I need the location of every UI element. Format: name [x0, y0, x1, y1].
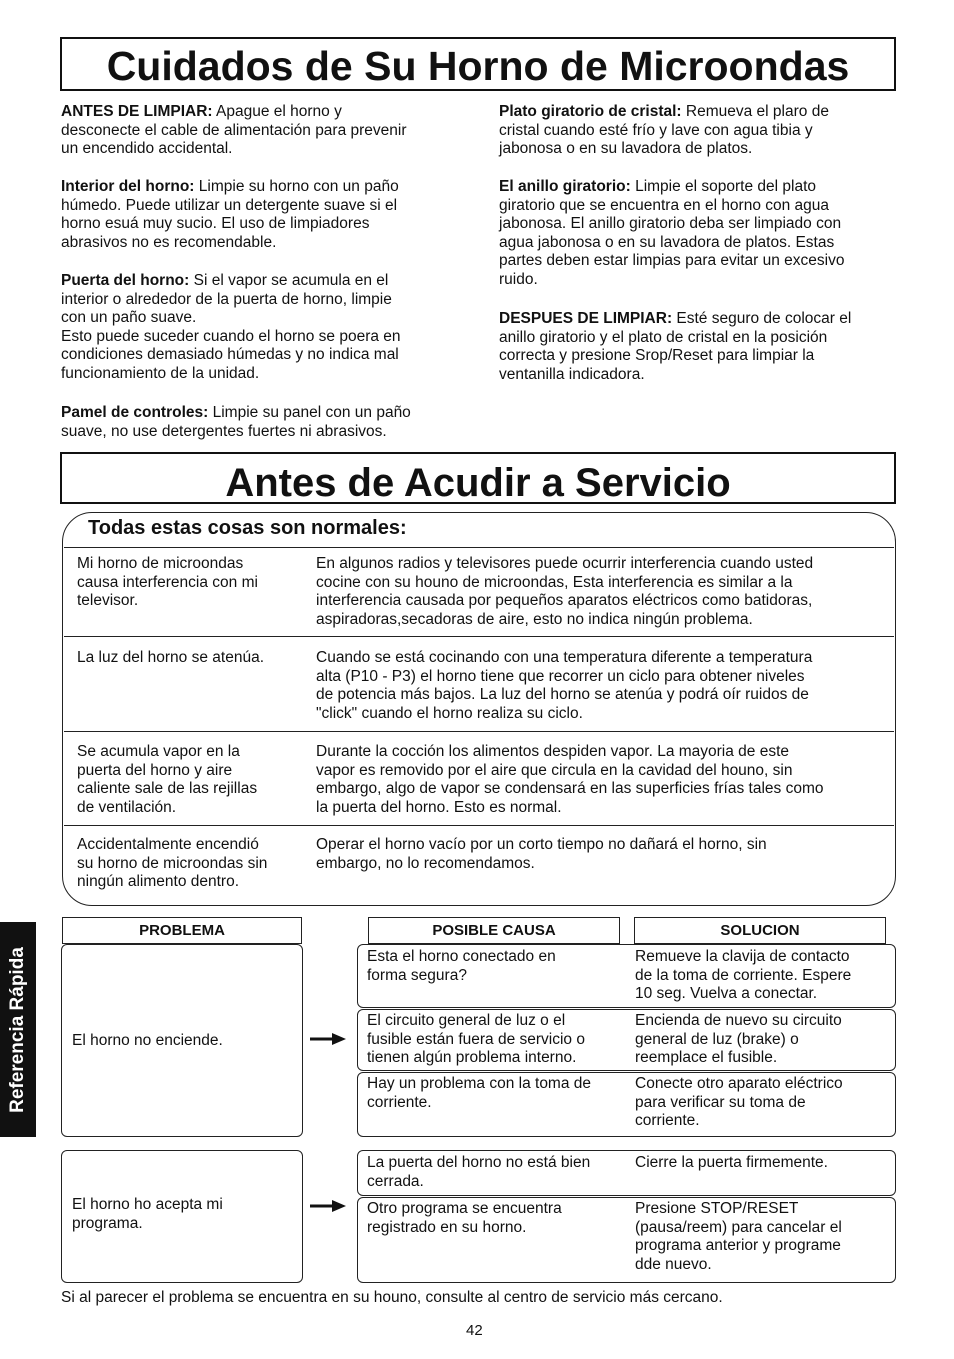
line: interior o alrededor de la puerta de horno, limpie [61, 290, 392, 308]
solution-1-1 [635, 948, 891, 1004]
label-interior-horno: Interior del horno: [61, 178, 195, 195]
line: Esté seguro de colocar el [672, 310, 852, 327]
side-tab[interactable] [0, 922, 36, 1137]
line: registrado en su horno. [367, 1218, 527, 1236]
line: cocine con su houno de microondas, Esta interferencia es similar a la [316, 573, 793, 591]
normal-expl-3 [316, 743, 886, 817]
line: Operar el horno vacío por un corto tiempo no dañará el horno, sin [316, 836, 767, 853]
line: partes deben estar limpias para evitar un excesivo [499, 252, 845, 270]
line: funcionamiento de la unidad. [61, 364, 260, 382]
line: dde nuevo. [635, 1255, 712, 1273]
normals-heading: Todas estas cosas son normales: [88, 517, 407, 539]
line: la puerta del horno. Esto es normal. [316, 798, 562, 816]
line: Limpie su panel con un paño [208, 404, 411, 421]
para-plato-giratorio [499, 103, 899, 159]
line: Accidentalmente encendió [77, 836, 259, 853]
para-puerta-horno [61, 272, 461, 384]
line: de potencia más bajos. La luz del horno se atenúa y podrá oír ruidos de [316, 686, 809, 704]
line: Apague el horno y [212, 103, 342, 120]
line: Encienda de nuevo su circuito [635, 1012, 842, 1029]
header-problema: PROBLEMA [62, 917, 302, 944]
line: Hay un problema con la toma de [367, 1075, 592, 1092]
para-anillo-giratorio [499, 178, 899, 290]
line: húmedo. Puede utilizar un detergente suave si el [61, 196, 398, 214]
cause-1-1 [367, 948, 627, 985]
line: caliente sale de las rejillas [77, 780, 258, 798]
line: su horno de microondas sin [77, 854, 268, 872]
line: corriente. [635, 1112, 700, 1130]
line: horno esuá muy sucio. El uso de limpiadores [61, 215, 370, 233]
line: anillo giratorio y el plato de cristal en la posición [499, 328, 828, 346]
problem-2-text [72, 1196, 223, 1233]
line: La puerta del horno no está bien [367, 1154, 591, 1171]
line: cristal cuando esté frío y lave con agua tibia y [499, 121, 813, 139]
servicio-title: Antes de Acudir a Servicio [225, 461, 731, 505]
line: embargo, no lo recomendamos. [316, 854, 535, 872]
line: Cuando se está cocinando con una temperatura diferente a temperatura [316, 649, 813, 666]
normal-expl-4 [316, 836, 886, 873]
normal-cond-1 [77, 555, 302, 611]
normals-heading-rule [64, 547, 894, 548]
line: agua jabonosa o en su lavadora de platos. Estas [499, 233, 835, 251]
line: reemplace el fusible. [635, 1049, 778, 1067]
line: Conecte otro aparato eléctrico [635, 1075, 843, 1092]
line: (pausa/reem) para cancelar el [635, 1218, 842, 1236]
line: para verificar su toma de [635, 1093, 806, 1111]
label-panel-controles: Pamel de controles: [61, 404, 209, 421]
label-plato-giratorio: Plato giratorio de cristal: [499, 103, 682, 120]
line: Remueva el plaro de [681, 103, 829, 120]
solution-2-2 [635, 1200, 891, 1274]
cause-1-3 [367, 1075, 627, 1112]
header-posible-causa: POSIBLE CAUSA [368, 917, 620, 944]
cause-1-2 [367, 1012, 627, 1068]
normal-cond-3 [77, 743, 302, 817]
line: ningún alimento dentro. [77, 873, 240, 891]
label-antes-de-limpiar: ANTES DE LIMPIAR: [61, 103, 213, 120]
solution-1-3 [635, 1075, 891, 1131]
solution-2-1 [635, 1154, 891, 1173]
line: ruido. [499, 270, 538, 288]
line: "click" cuando el horno realiza su ciclo. [316, 704, 583, 722]
line: Se acumula vapor en la [77, 743, 240, 760]
line: Si el vapor se acumula en el [189, 272, 389, 289]
line: Esta el horno conectado en [367, 948, 556, 965]
line: programa. [72, 1214, 143, 1232]
para-antes-de-limpiar [61, 103, 461, 159]
label-anillo-giratorio: El anillo giratorio: [499, 178, 631, 195]
line: abrasivos no es recomendable. [61, 233, 277, 251]
page-number: 42 [466, 1322, 483, 1339]
normal-cond-2 [77, 649, 302, 668]
line: Presione STOP/RESET [635, 1200, 799, 1217]
para-panel-controles [61, 404, 461, 441]
line: fusible están fuera de servicio o [367, 1030, 585, 1048]
cuidados-title: Cuidados de Su Horno de Microondas [106, 43, 850, 89]
line: La luz del horno se atenúa. [77, 649, 264, 666]
line: ventanilla indicadora. [499, 365, 645, 383]
servicio-title-box [60, 452, 896, 504]
line: corriente. [367, 1093, 432, 1111]
line: aspiradoras,secadoras de aire, esto no indica ningún problema. [316, 610, 753, 628]
line: En algunos radios y televisores puede ocurrir interferencia cuando usted [316, 555, 814, 572]
line: cerrada. [367, 1172, 424, 1190]
line: Cierre la puerta firmemente. [635, 1154, 828, 1171]
label-despues-limpiar: DESPUES DE LIMPIAR: [499, 310, 673, 327]
normal-cond-4 [77, 836, 302, 892]
line: general de luz (brake) o [635, 1030, 799, 1048]
line: un encendido accidental. [61, 140, 233, 158]
line: Esto puede suceder cuando el horno se poera en [61, 327, 401, 345]
line: correcta y presione Srop/Reset para limpiar la [499, 347, 815, 365]
line: Limpie su horno con un paño [194, 178, 399, 195]
problem-1-text: El horno no enciende. [72, 1032, 223, 1049]
line: interferencia causada por pequeños aparatos eléctricos como batidoras, [316, 592, 813, 610]
normals-row-divider [64, 636, 894, 637]
line: puerta del horno y aire [77, 761, 233, 779]
line: televisor. [77, 592, 139, 610]
line: de la toma de corriente. Espere [635, 966, 852, 984]
line: suave, no use detergentes fuertes ni abrasivos. [61, 422, 387, 440]
line: forma segura? [367, 966, 467, 984]
line: Mi horno de microondas [77, 555, 244, 572]
line: condiciones demasiado húmedas y no indica mal [61, 346, 399, 364]
arrow-right-icon [308, 1031, 348, 1047]
line: alta (P10 - P3) el horno tiene que recorrer un ciclo para obtener niveles [316, 667, 805, 685]
cause-2-1 [367, 1154, 627, 1191]
line: con un paño suave. [61, 309, 197, 327]
line: Limpie el soporte del plato [630, 178, 817, 195]
line: vapor es removido por el aire que circula en la cavidad del houno, sin [316, 761, 793, 779]
line: El horno ho acepta mi [72, 1196, 223, 1213]
normals-row-divider [64, 731, 894, 732]
line: de ventilación. [77, 798, 177, 816]
line: desconecte el cable de alimentación para prevenir [61, 121, 407, 139]
normal-expl-1 [316, 555, 886, 629]
footer-note: Si al parecer el problema se encuentra en su houno, consulte al centro de servicio más cercano. [61, 1289, 723, 1306]
header-solucion: SOLUCION [634, 917, 886, 944]
line: 10 seg. Vuelva a conectar. [635, 985, 818, 1003]
line: Remueve la clavija de contacto [635, 948, 850, 965]
line: programa anterior y programe [635, 1237, 841, 1255]
line: jabonosa o en su lavadora de platos. [499, 140, 753, 158]
para-despues-limpiar [499, 310, 899, 384]
para-interior-horno [61, 178, 461, 252]
label-puerta-horno: Puerta del horno: [61, 272, 190, 289]
line: giratorio que se encuentra en el horno con agua [499, 196, 830, 214]
cause-2-2 [367, 1200, 627, 1237]
normal-expl-2 [316, 649, 886, 723]
side-tab-label: Referencia Rápida [7, 946, 28, 1113]
line: El circuito general de luz o el [367, 1012, 566, 1029]
cuidados-title-box [60, 37, 896, 91]
line: jabonosa. El anillo giratorio deba ser limpiado con [499, 215, 842, 233]
solution-1-2 [635, 1012, 891, 1068]
line: causa interferencia con mi [77, 573, 258, 591]
line: tienen algún problema interno. [367, 1049, 577, 1067]
arrow-right-icon [308, 1198, 348, 1214]
line: Otro programa se encuentra [367, 1200, 562, 1217]
line: Durante la cocción los alimentos despiden vapor. La mayoria de este [316, 743, 790, 760]
normals-row-divider [64, 825, 894, 826]
line: embargo, algo de vapor se condensará en las superficies frías tales como [316, 780, 824, 798]
